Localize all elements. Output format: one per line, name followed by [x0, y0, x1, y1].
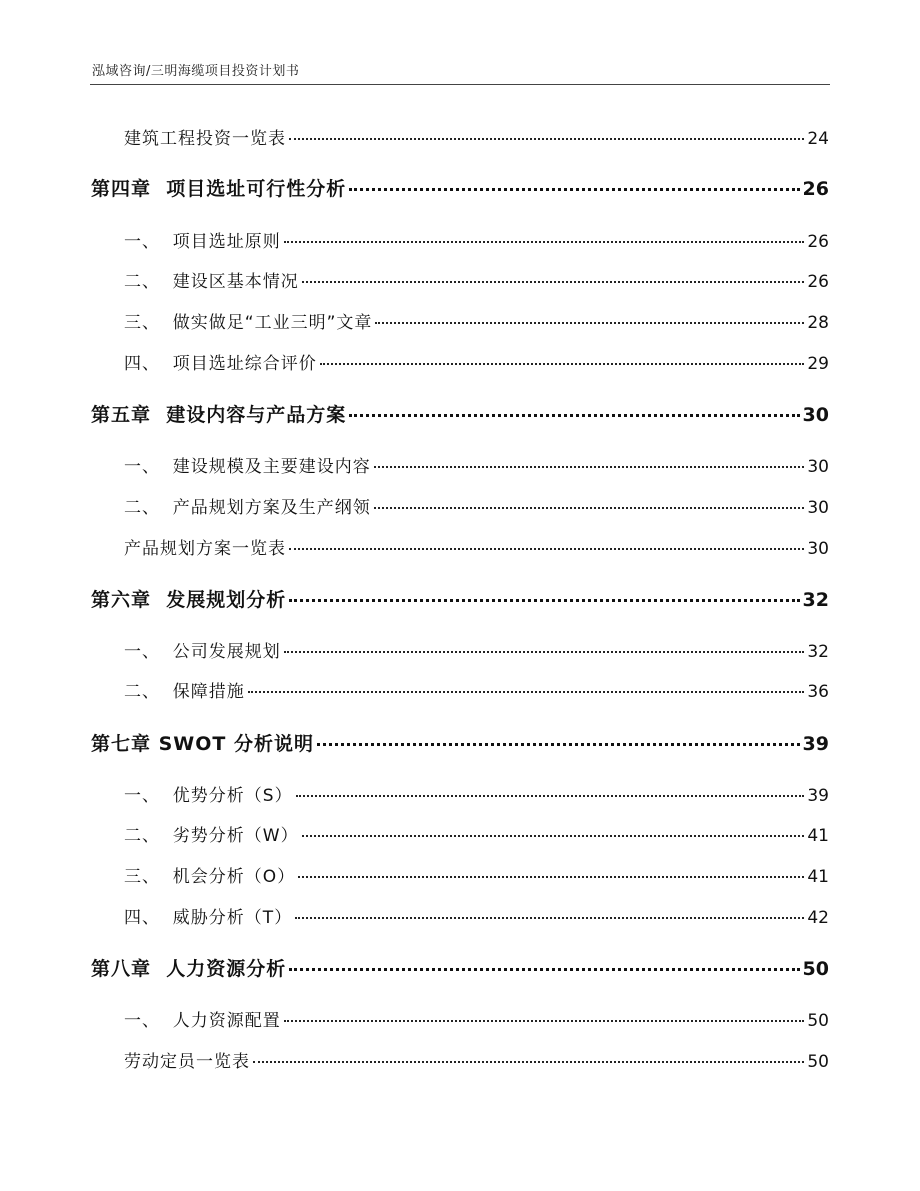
- toc-entry[interactable]: [124, 124, 829, 149]
- toc-entry[interactable]: [124, 308, 829, 333]
- header-rule: [90, 84, 830, 85]
- toc-entry[interactable]: [124, 903, 829, 928]
- dot-leader: [317, 742, 800, 746]
- toc-entry-label: 第五章 建设内容与产品方案: [91, 404, 347, 426]
- toc-entry[interactable]: [124, 493, 829, 518]
- toc-chapter-entry[interactable]: [91, 174, 829, 201]
- toc-entry[interactable]: [124, 349, 829, 374]
- toc-entry[interactable]: [124, 781, 829, 806]
- dot-leader: [375, 321, 804, 324]
- toc-entry-label: 第六章 发展规划分析: [91, 589, 287, 611]
- toc-chapter-entry[interactable]: [91, 954, 829, 981]
- toc-entry[interactable]: [124, 862, 829, 887]
- dot-leader: [289, 547, 804, 550]
- dot-leader: [298, 875, 804, 878]
- toc-entry-page: 39: [802, 733, 829, 755]
- toc-entry-page: 50: [802, 958, 829, 980]
- toc-entry-label: 四、 威胁分析（T）: [124, 908, 293, 928]
- toc-entry-page: 50: [807, 1052, 829, 1072]
- toc-entry-page: 30: [807, 457, 829, 477]
- toc-entry[interactable]: [124, 227, 829, 252]
- dot-leader: [284, 240, 805, 243]
- dot-leader: [302, 834, 805, 837]
- dot-leader: [289, 967, 799, 971]
- toc-entry[interactable]: [124, 267, 829, 292]
- toc-entry-label: 二、 产品规划方案及生产纲领: [124, 498, 371, 518]
- toc-entry-page: 26: [807, 232, 829, 252]
- running-header: 泓域咨询/三明海缆项目投资计划书: [92, 64, 300, 79]
- toc-chapter-entry[interactable]: [91, 729, 829, 756]
- dot-leader: [349, 413, 799, 417]
- toc-entry-page: 28: [807, 313, 829, 333]
- dot-leader: [320, 362, 805, 365]
- dot-leader: [253, 1060, 804, 1063]
- toc-entry-label: 三、 做实做足“工业三明”文章: [124, 313, 373, 333]
- toc-entry-label: 一、 优势分析（S）: [124, 786, 293, 806]
- toc-entry-label: 二、 保障措施: [124, 682, 245, 702]
- dot-leader: [284, 1019, 805, 1022]
- toc-entry-label: 二、 建设区基本情况: [124, 272, 299, 292]
- toc-entry-label: 第七章 SWOT 分析说明: [91, 733, 314, 755]
- toc-entry[interactable]: [124, 534, 829, 559]
- toc-entry-page: 41: [807, 826, 829, 846]
- toc-entry-page: 36: [807, 682, 829, 702]
- toc-entry-label: 四、 项目选址综合评价: [124, 354, 317, 374]
- toc-entry-label: 一、 人力资源配置: [124, 1011, 281, 1031]
- toc-entry-page: 42: [807, 908, 829, 928]
- toc-entry-page: 30: [807, 539, 829, 559]
- toc-entry-label: 产品规划方案一览表: [124, 539, 286, 559]
- dot-leader: [284, 650, 805, 653]
- toc-entry-page: 50: [807, 1011, 829, 1031]
- toc-entry-label: 劳动定员一览表: [124, 1052, 250, 1072]
- toc-entry-label: 三、 机会分析（O）: [124, 867, 296, 887]
- toc-entry[interactable]: [124, 1006, 829, 1031]
- toc-entry[interactable]: [124, 637, 829, 662]
- toc-entry-page: 29: [807, 354, 829, 374]
- toc-entry-page: 39: [807, 786, 829, 806]
- toc-entry-page: 41: [807, 867, 829, 887]
- toc-entry-label: 建筑工程投资一览表: [124, 129, 286, 149]
- toc-chapter-entry[interactable]: [91, 585, 829, 612]
- dot-leader: [289, 598, 799, 602]
- toc-entry-page: 32: [802, 589, 829, 611]
- dot-leader: [295, 916, 804, 919]
- dot-leader: [302, 280, 805, 283]
- toc-entry-label: 一、 项目选址原则: [124, 232, 281, 252]
- toc-entry[interactable]: [124, 452, 829, 477]
- dot-leader: [296, 794, 805, 797]
- toc-entry-page: 26: [807, 272, 829, 292]
- dot-leader: [374, 506, 805, 509]
- toc-entry[interactable]: [124, 677, 829, 702]
- toc-entry-label: 第四章 项目选址可行性分析: [91, 178, 347, 200]
- toc-entry-page: 26: [802, 178, 829, 200]
- toc-entry[interactable]: [124, 821, 829, 846]
- dot-leader: [349, 187, 799, 191]
- dot-leader: [289, 137, 804, 140]
- toc-entry-page: 30: [802, 404, 829, 426]
- toc-entry-label: 一、 公司发展规划: [124, 642, 281, 662]
- toc-entry-page: 32: [807, 642, 829, 662]
- toc-entry-page: 24: [807, 129, 829, 149]
- toc-chapter-entry[interactable]: [91, 400, 829, 427]
- dot-leader: [374, 465, 805, 468]
- toc-entry-label: 一、 建设规模及主要建设内容: [124, 457, 371, 477]
- toc-entry[interactable]: [124, 1047, 829, 1072]
- dot-leader: [248, 690, 805, 693]
- toc-entry-page: 30: [807, 498, 829, 518]
- toc-entry-label: 二、 劣势分析（W）: [124, 826, 299, 846]
- toc-entry-label: 第八章 人力资源分析: [91, 958, 287, 980]
